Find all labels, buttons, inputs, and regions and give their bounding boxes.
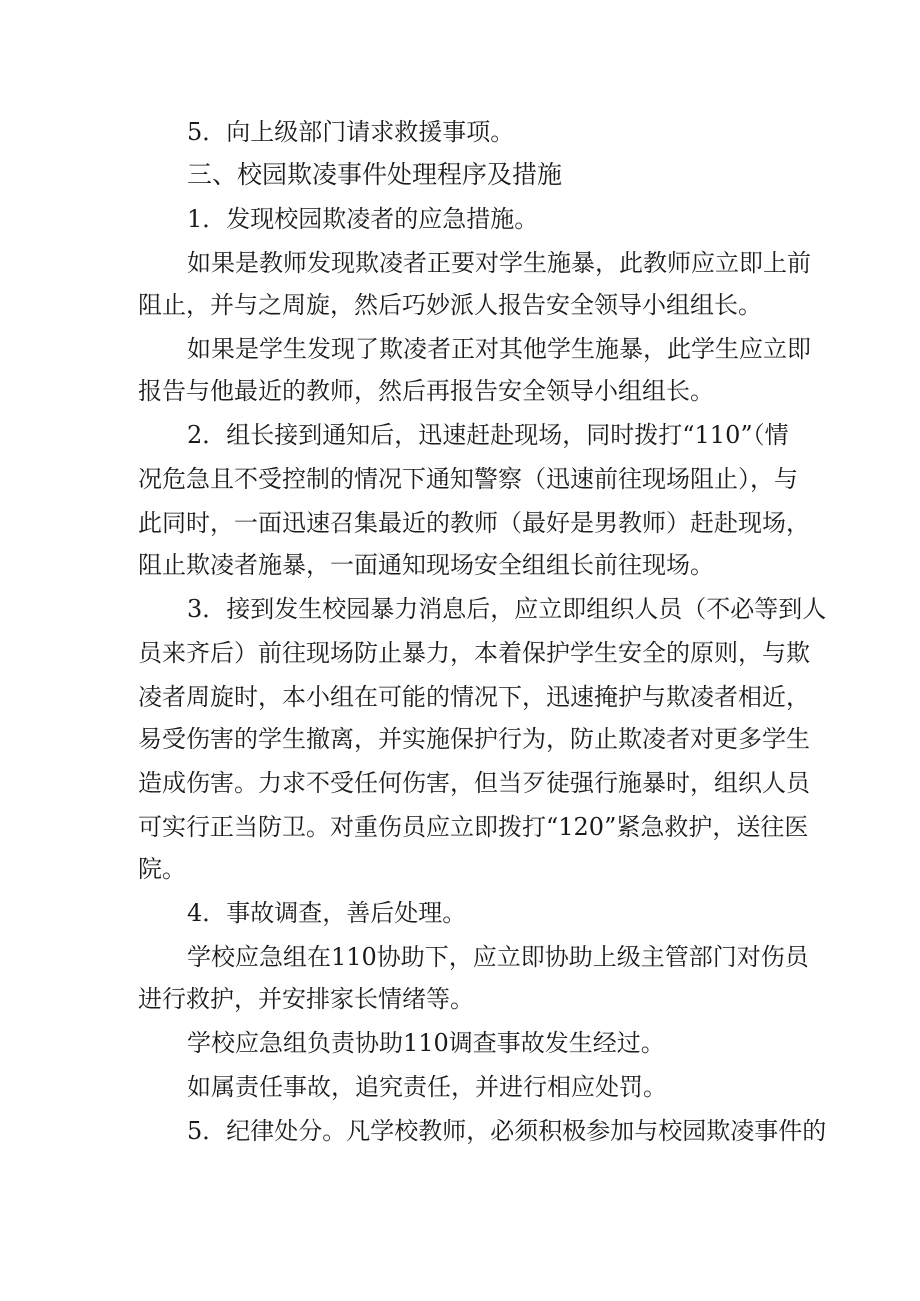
paragraph-line: 学校应急组在110协助下，应立即协助上级主管部门对伤员 [187,943,809,971]
item-2-line: 2．组长接到通知后，迅速赶赴现场，同时拨打“110”（情 [187,421,789,449]
paragraph-line: 此同时，一面迅速召集最近的教师（最好是男教师）赶赴现场， [138,509,810,537]
paragraph-line: 况危急且不受控制的情况下通知警察（迅速前往现场阻止），与 [138,465,798,493]
paragraph-line: 员来齐后）前往现场防止暴力，本着保护学生安全的原则，与欺 [138,639,810,667]
item-5-discipline: 5．纪律处分。凡学校教师，必须积极参加与校园欺凌事件的 [187,1117,827,1145]
paragraph-line: 进行救护，并安排家长情绪等。 [138,985,474,1013]
paragraph-line: 如果是教师发现欺凌者正要对学生施暴，此教师应立即上前 [187,249,811,277]
item-5-rescue: 5．向上级部门请求救援事项。 [187,118,515,146]
paragraph-line: 如果是学生发现了欺凌者正对其他学生施暴，此学生应立即 [187,335,811,363]
paragraph-line: 院。 [138,855,186,883]
paragraph-line: 报告与他最近的教师，然后再报告安全领导小组组长。 [138,377,714,405]
item-1-title: 1．发现校园欺凌者的应急措施。 [187,205,539,233]
paragraph-line: 学校应急组负责协助110调查事故发生经过。 [187,1029,665,1057]
paragraph-line: 阻止欺凌者施暴，一面通知现场安全组组长前往现场。 [138,551,714,579]
paragraph-line: 凌者周旋时，本小组在可能的情况下，迅速掩护与欺凌者相近， [138,683,810,711]
paragraph-line: 易受伤害的学生撤离，并实施保护行为，防止欺凌者对更多学生 [138,725,810,753]
item-4-title: 4．事故调查，善后处理。 [187,899,467,927]
item-3-line: 3．接到发生校园暴力消息后，应立即组织人员（不必等到人 [187,595,827,623]
paragraph-line: 造成伤害。力求不受任何伤害，但当歹徒强行施暴时，组织人员 [138,769,810,797]
paragraph-line: 可实行正当防卫。对重伤员应立即拨打“120”紧急救护，送往医 [138,813,809,841]
paragraph-line: 阻止，并与之周旋，然后巧妙派人报告安全领导小组组长。 [138,291,762,319]
section-heading: 三、校园欺凌事件处理程序及措施 [187,160,563,189]
paragraph-line: 如属责任事故，追究责任，并进行相应处罚。 [187,1073,667,1101]
